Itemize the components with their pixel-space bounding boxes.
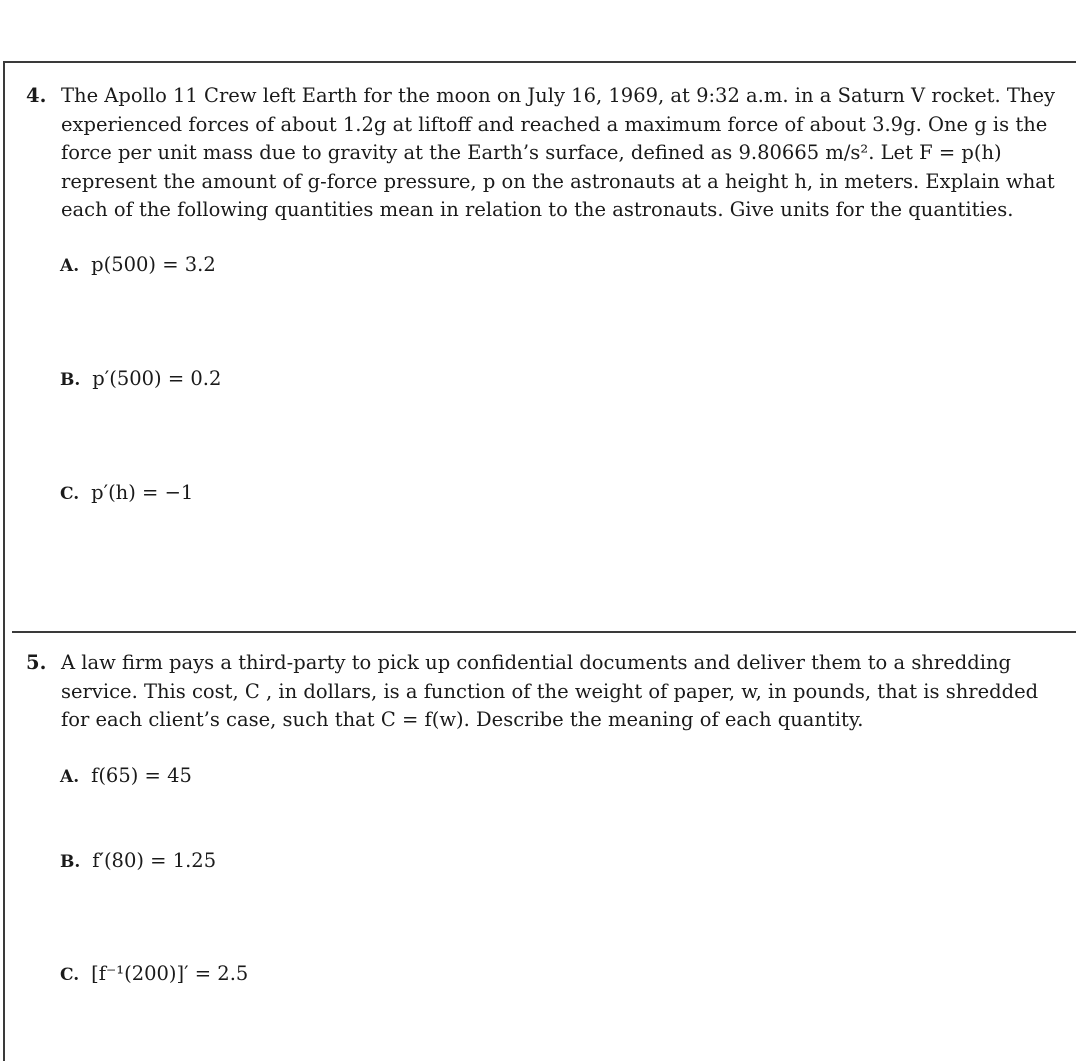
part-label: B. <box>60 852 81 872</box>
section-divider <box>12 631 1076 633</box>
question-number: 4. <box>26 84 47 107</box>
part-c <box>60 962 248 985</box>
part-expression: p′(h) = −1 <box>91 481 194 504</box>
question-line: service. This cost, C , in dollars, is a function of the weight of paper, w, in pounds, that is shredded <box>61 679 1039 703</box>
part-expression: f(65) = 45 <box>91 764 192 787</box>
part-label: B. <box>60 370 81 390</box>
part-label: C. <box>60 484 80 504</box>
question-text <box>61 82 1066 225</box>
question-line: experienced forces of about 1.2g at liftoff and reached a maximum force of about 3.9g. One g is the <box>61 112 1048 136</box>
part-label: A. <box>60 256 80 276</box>
question-line: A law firm pays a third-party to pick up confidential documents and deliver them to a shredding <box>61 651 1011 674</box>
part-expression: p′(500) = 0.2 <box>92 367 222 390</box>
part-a <box>60 764 192 787</box>
part-b <box>60 849 216 872</box>
part-a <box>60 253 216 276</box>
part-b <box>60 367 221 390</box>
part-label: C. <box>60 965 80 985</box>
question-number: 5. <box>26 651 47 674</box>
question-line: each of the following quantities mean in relation to the astronauts. Give units for the quantities. <box>61 198 1014 222</box>
question-5 <box>26 649 1066 735</box>
part-c <box>60 481 193 504</box>
question-text <box>61 649 1066 735</box>
question-line: represent the amount of g-force pressure, p on the astronauts at a height h, in meters. Explain what <box>61 169 1055 193</box>
question-4 <box>26 82 1066 225</box>
part-expression: f′(80) = 1.25 <box>92 849 217 872</box>
part-label: A. <box>60 767 80 787</box>
part-expression: [f⁻¹(200)]′ = 2.5 <box>91 962 249 985</box>
question-line: The Apollo 11 Crew left Earth for the moon on July 16, 1969, at 9:32 a.m. in a Saturn V rocket. They <box>61 84 1056 107</box>
part-expression: p(500) = 3.2 <box>91 253 216 276</box>
question-line: force per unit mass due to gravity at the Earth’s surface, defined as 9.80665 m/s². Let F = p(h) <box>61 141 1002 165</box>
question-line: for each client’s case, such that C = f(w). Describe the meaning of each quantity. <box>61 708 864 732</box>
